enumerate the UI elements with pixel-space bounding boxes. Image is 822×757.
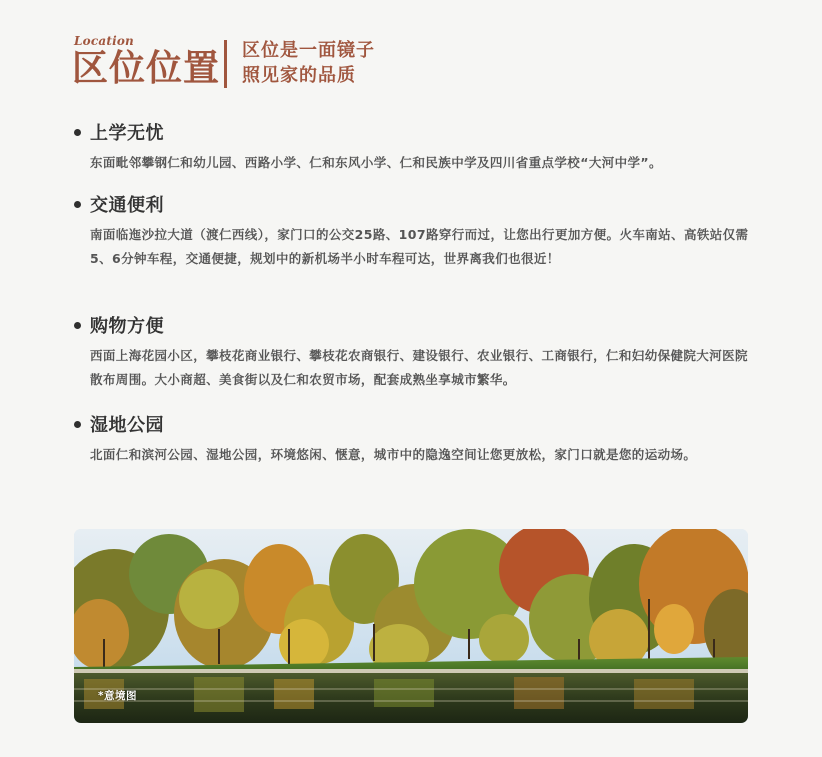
bullet-icon [74,201,81,208]
section-title: 购物方便 [90,316,164,337]
bullet-icon [74,322,81,329]
page-title: 区位位置 [72,48,221,89]
bullet-icon [74,129,81,136]
photo-caption: *意境图 [98,690,137,702]
section-shopping [72,313,752,392]
section-transport [72,192,752,271]
title-divider [224,40,227,88]
eyebrow-label: Location [74,34,134,48]
section-park [72,412,752,467]
bullet-icon [74,421,81,428]
section-body: 西面上海花园小区，攀枝花商业银行、攀枝花农商银行、建设银行、农业银行、工商银行，仁和妇幼保健院大河医院散布周围。大小商超、美食街以及仁和农贸市场，配套成熟坐享城市繁华。 [90,348,748,387]
section-body: 北面仁和滨河公园、湿地公园，环境悠闲、惬意，城市中的隐逸空间让您更放松，家门口就是您的运动场。 [90,447,697,462]
park-photo [74,529,748,723]
subtitle-line-2: 照见家的品质 [242,65,356,86]
park-illustration [74,529,748,723]
section-title: 上学无忧 [90,123,164,144]
subtitle [242,38,375,88]
section-body: 东面毗邻攀钢仁和幼儿园、西路小学、仁和东风小学、仁和民族中学及四川省重点学校“大河中学”。 [90,155,662,170]
section-title: 湿地公园 [90,415,164,436]
header [72,34,432,94]
section-title: 交通便利 [90,195,164,216]
section-school [72,120,752,175]
subtitle-line-1: 区位是一面镜子 [242,40,375,61]
section-body: 南面临迤沙拉大道（渡仁西线），家门口的公交25路、107路穿行而过，让您出行更加方便。火车南站、高铁站仅需5、6分钟车程，交通便捷，规划中的新机场半小时车程可达，世界离我们也很近！ [90,227,749,266]
